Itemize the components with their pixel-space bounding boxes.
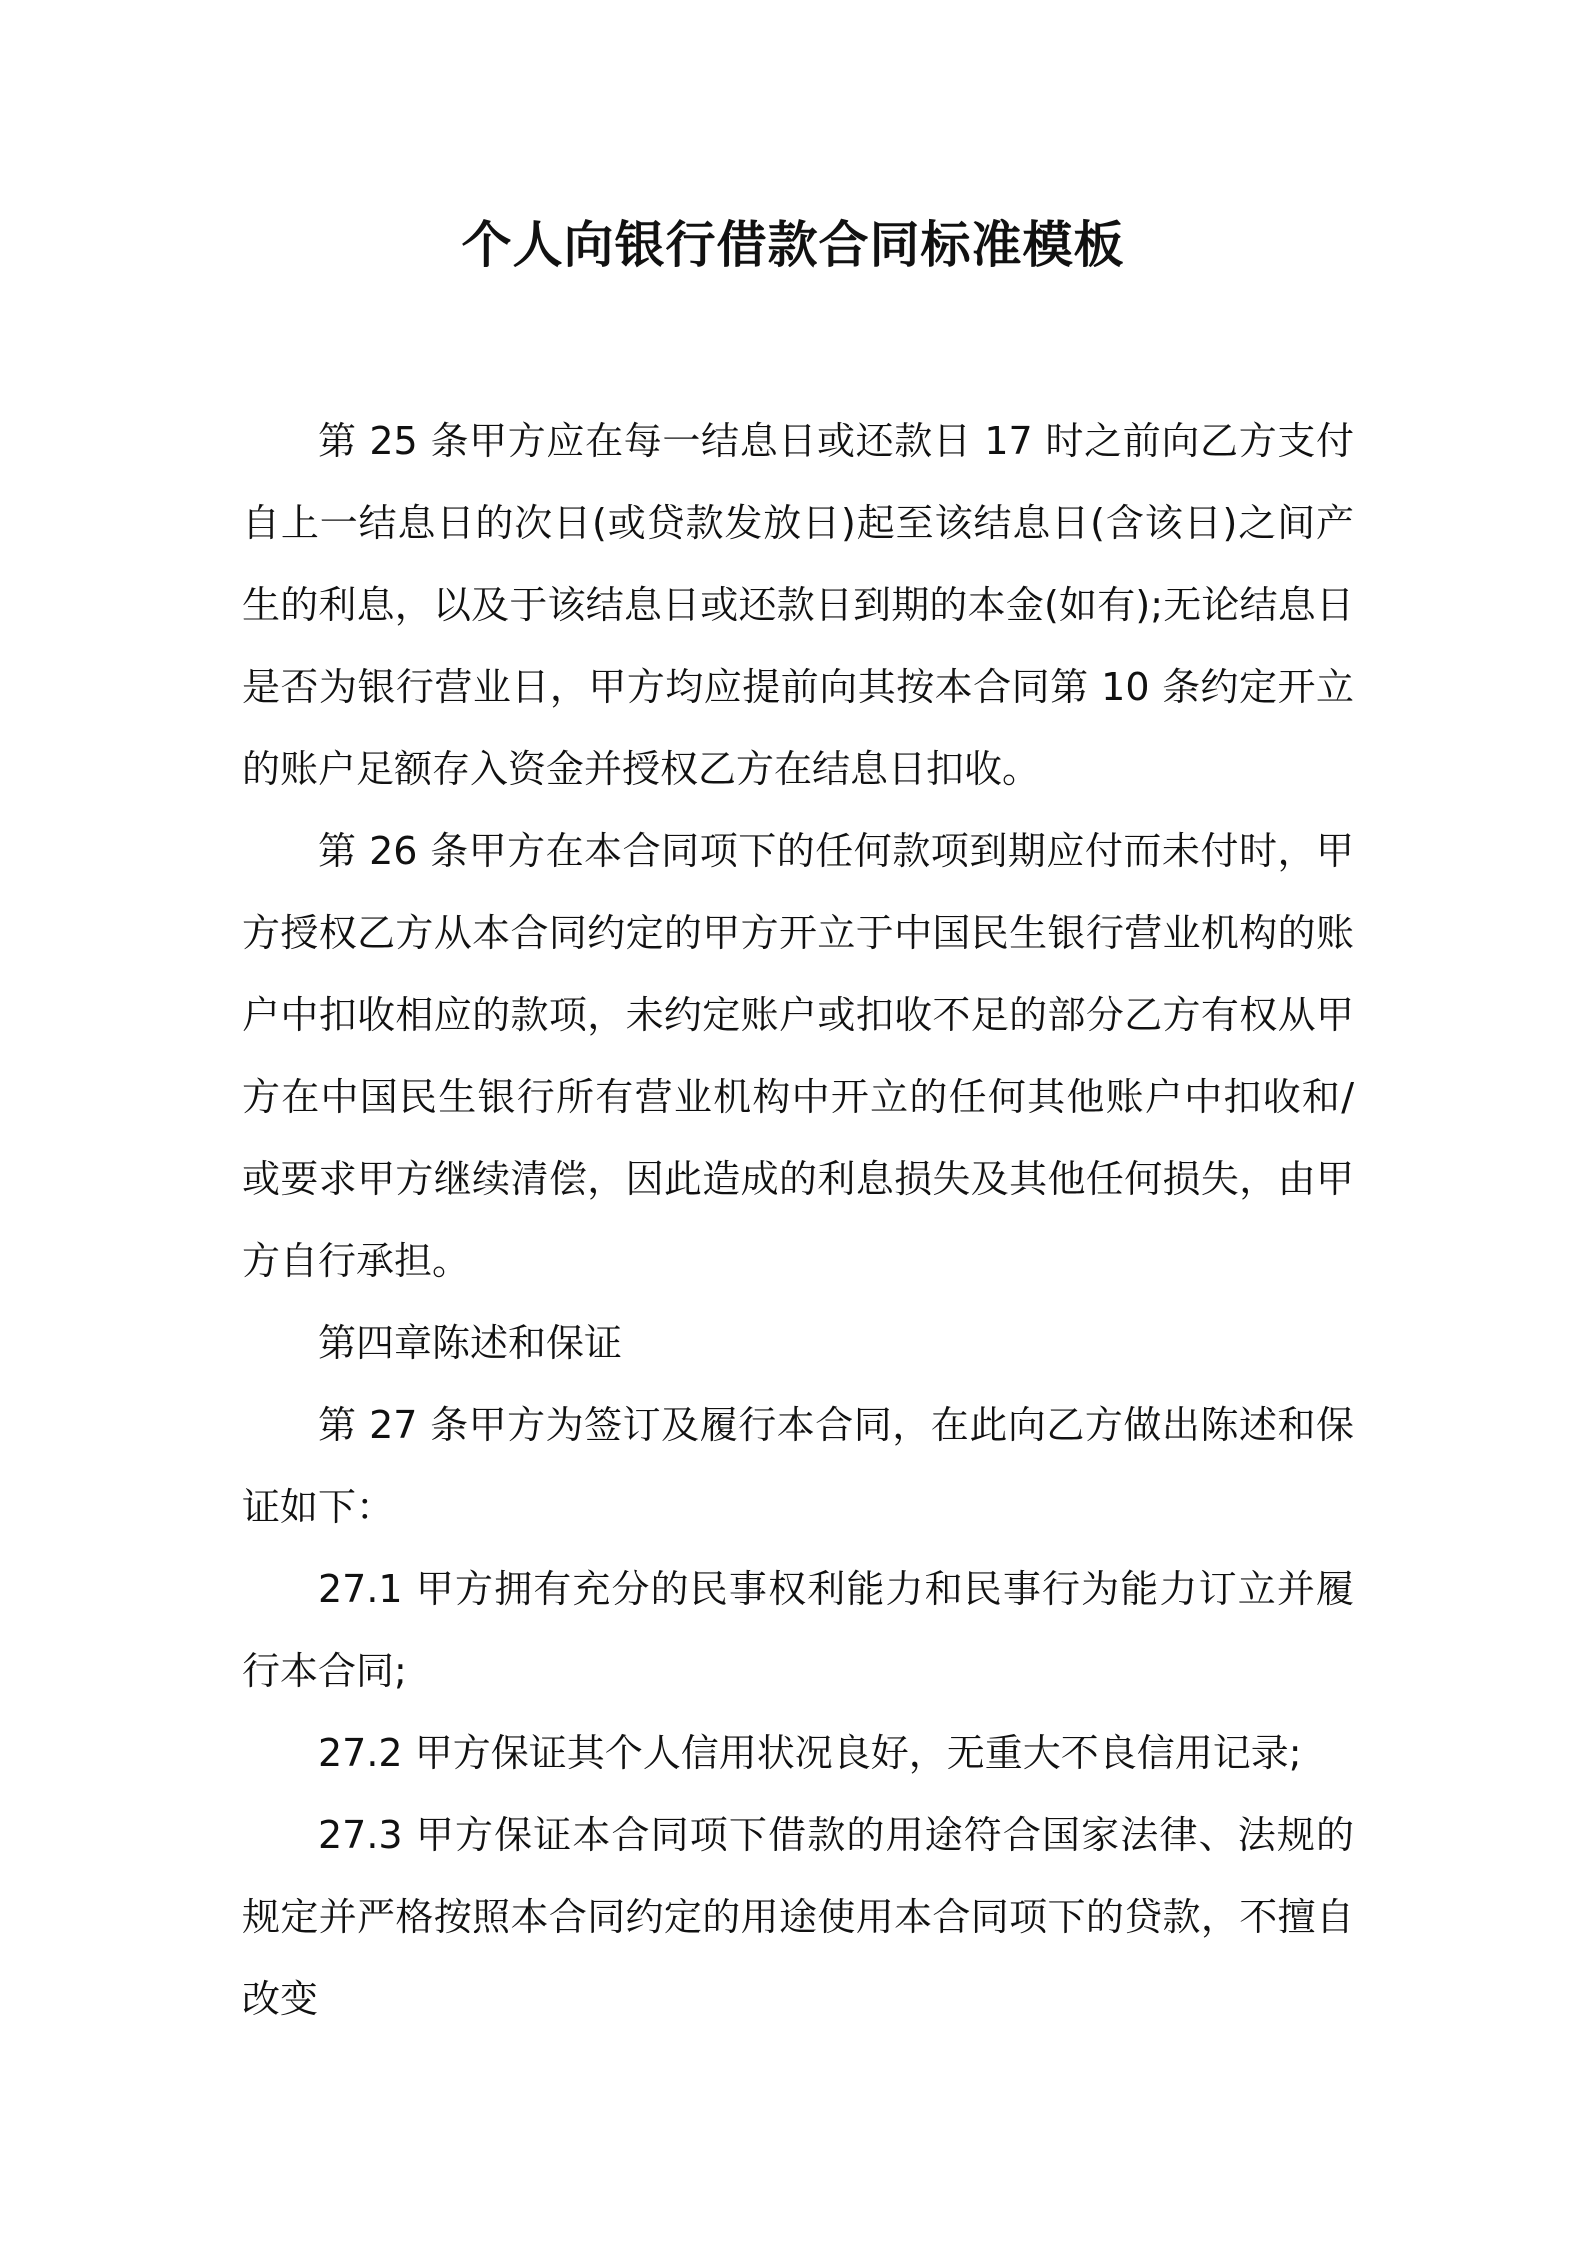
article-27-paragraph: 第 27 条甲方为签订及履行本合同，在此向乙方做出陈述和保证如下：	[242, 1403, 1354, 1529]
chapter-4-heading: 第四章陈述和保证	[318, 1321, 623, 1365]
document-body	[242, 400, 1354, 2040]
clause-27-2-paragraph: 27.2 甲方保证其个人信用状况良好，无重大不良信用记录;	[318, 1731, 1302, 1775]
article-26-paragraph: 第 26 条甲方在本合同项下的任何款项到期应付而未付时，甲方授权乙方从本合同约定的甲方开立于中国民生银行营业机构的账户中扣收相应的款项，未约定账户或扣收不足的部分乙方有权从甲方在中国民生银行所有营业机构中开立的任何其他账户中扣收和/或要求甲方继续清偿，因此造成的利息损失及其他任何损失，由甲方自行承担。	[242, 829, 1354, 1283]
document-title: 个人向银行借款合同标准模板	[461, 216, 1125, 274]
clause-27-3-paragraph: 27.3 甲方保证本合同项下借款的用途符合国家法律、法规的规定并严格按照本合同约定的用途使用本合同项下的贷款，不擅自改变	[242, 1813, 1354, 2021]
clause-27-1-paragraph: 27.1 甲方拥有充分的民事权利能力和民事行为能力订立并履行本合同;	[242, 1567, 1354, 1693]
article-25-paragraph: 第 25 条甲方应在每一结息日或还款日 17 时之前向乙方支付自上一结息日的次日(或贷款发放日)起至该结息日(含该日)之间产生的利息，以及于该结息日或还款日到期的本金(如有);无论结息日是否为银行营业日，甲方均应提前向其按本合同第 10 条约定开立的账户足额存入资金并授权乙方在结息日扣收。	[242, 419, 1354, 791]
